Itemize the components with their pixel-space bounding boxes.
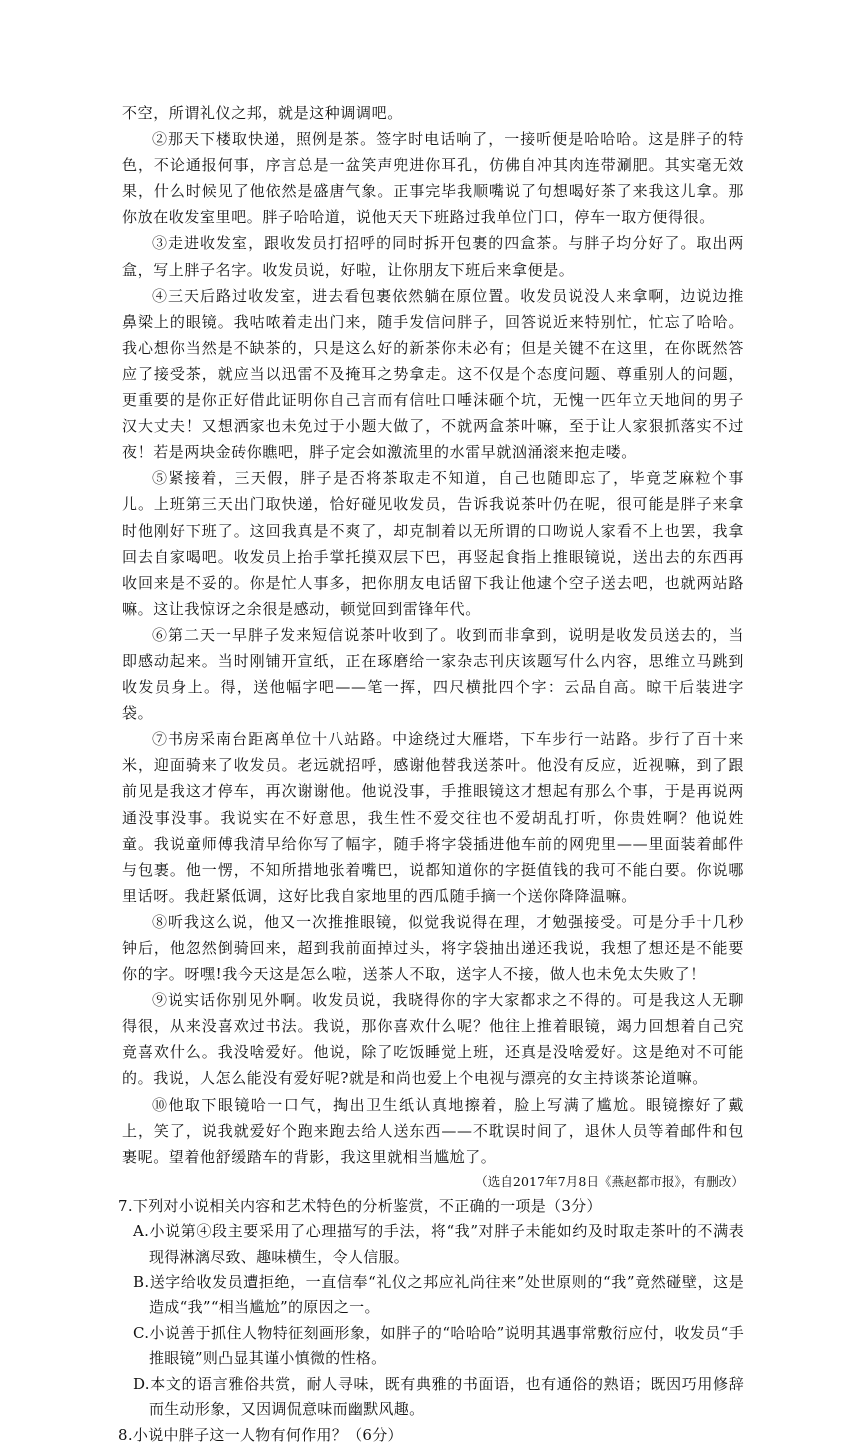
paragraph-7: ⑦书房采南台距离单位十八站路。中途绕过大雁塔，下车步行一站路。步行了百十来米，迎面骑来了收发员。老远就招呼，感谢他替我送茶叶。他没有反应，近视嘛，到了跟前见是我这才停车，再次谢谢他。他说没事，手推眼镜这才想起有那么个事，于是再说两通没事没事。我说实在不好意思，我生性不爱交往也不爱胡乱打听，你贵姓啊？他说姓童。我说童师傅我清早给你写了幅字，随手将字袋插进他车前的网兜里——里面装着邮件与包裹。他一愣，不知所措地张着嘴巴，说都知道你的字挺值钱的我可不能白要。你说哪里话呀。我赶紧低调，这好比我自家地里的西瓜随手摘一个送你降降温嘛。 (122, 730, 744, 905)
question-7-option-a: A.小说第④段主要采用了心理描写的手法，将“我”对胖子未能如约及时取走茶叶的不满表现得淋漓尽致、趣味横生，令人信服。 (133, 1222, 744, 1266)
paragraph-2: ②那天下楼取快递，照例是茶。签字时电话响了，一接听便是哈哈哈。这是胖子的特色，不论通报何事，序言总是一盆笑声兜进你耳孔，仿佛自冲其肉连带涮肥。其实毫无效果，什么时候见了他依然是盛唐气象。正事完毕我顺嘴说了句想喝好茶了来我这儿拿。那你放在收发室里吧。胖子哈哈道，说他天天下班路过我单位门口，停车一取方便得很。 (122, 130, 744, 227)
question-7 (118, 1194, 744, 1423)
question-7-option-c: C.小说善于抓住人物特征刻画形象，如胖子的“哈哈哈”说明其遇事常敷衍应付，收发员“手推眼镜”则凸显其谨小慎微的性格。 (133, 1323, 744, 1368)
question-8-stem: 8.小说中胖子这一人物有何作用？（6分） (118, 1425, 403, 1444)
question-7-stem: 7.下列对小说相关内容和艺术特色的分析鉴赏，不正确的一项是（3分） (118, 1196, 602, 1215)
paragraph-10: ⑩他取下眼镜哈一口气，掏出卫生纸认真地擦着，脸上写满了尴尬。眼镜擦好了戴上，笑了，说我就爱好个跑来跑去给人送东西——不耽误时间了，退休人员等着邮件和包裹呢。望着他舒缓踏车的背影，我这里就相当尴尬了。 (122, 1095, 744, 1166)
paragraph-6: ⑥第二天一早胖子发来短信说茶叶收到了。收到而非拿到，说明是收发员送去的，当即感动起来。当时刚铺开宣纸，正在琢磨给一家杂志刊庆该题写什么内容，思维立马跳到收发员身上。得，送他幅字吧——笔一挥，四尺横批四个字：云品自高。晾干后装进字袋。 (122, 625, 744, 723)
passage-text (118, 100, 744, 1448)
question-7-option-d: D.本文的语言雅俗共赏，耐人寻味，既有典雅的书面语，也有通俗的熟语；既因巧用修辞而生动形象，又因调侃意味而幽默风趣。 (133, 1374, 744, 1419)
paragraph-8: ⑧听我这么说，他又一次推推眼镜，似觉我说得在理，才勉强接受。可是分手十几秒钟后，他忽然倒骑回来，超到我前面掉过头，将字袋抽出递还我说，我想了想还是不能要你的字。呀嘿!我今天这是怎么啦，送茶人不取，送字人不接，做人也未免太失败了！ (122, 912, 744, 984)
paragraph-4: ④三天后路过收发室，进去看包裹依然躺在原位置。收发员说没人来拿啊，边说边推鼻梁上的眼镜。我咕哝着走出门来，随手发信问胖子，回答说近来特别忙，忙忘了哈哈。我心想你当然是不缺茶的，只是这么好的新茶你未必有；但是关键不在这里，在你既然答应了接受茶，就应当以迅雷不及掩耳之势拿走。这不仅是个态度问题、尊重别人的问题，更重要的是你正好借此证明你自己言而有信吐口唾沫砸个坑，无愧一匹年立天地间的男子汉大丈夫！又想洒家也未免过于小题大做了，不就两盒茶叶嘛，至于让人家狠抓落实不过夜！若是两块金砖你瞧吧，胖子定会如激流里的水雷早就汹涌滚来抱走喽。 (122, 286, 744, 462)
paragraph-3: ③走进收发室，跟收发员打招呼的同时拆开包裹的四盒茶。与胖子均分好了。取出两盒，写上胖子名字。收发员说，好啦，让你朋友下班后来拿便是。 (122, 234, 744, 279)
question-8 (118, 1423, 744, 1448)
paragraph-continuation: 不空，所谓礼仪之邦，就是这种调调吧。 (122, 104, 403, 122)
question-7-option-b: B.送字给收发员遭拒绝，一直信奉“礼仪之邦应礼尚往来”处世原则的“我”竟然碰壁，这是造成“我”“相当尴尬”的原因之一。 (133, 1273, 744, 1317)
paragraph-5: ⑤紧接着，三天假，胖子是否将茶取走不知道，自己也随即忘了，毕竟芝麻粒个事儿。上班第三天出门取快递，恰好碰见收发员，告诉我说茶叶仍在呢，很可能是胖子来拿时他刚好下班了。这回我真是不爽了，却克制着以无所谓的口吻说人家看不上也罢，我拿回去自家喝吧。收发员上抬手掌托摸双层下巴，再竖起食指上推眼镜说，送出去的东西再收回来是不妥的。你是忙人事多，把你朋友电话留下我让他逮个空子送去吧，也就两站路嘛。这让我惊讶之余很是感动，顿觉回到雷锋年代。 (122, 469, 744, 618)
paragraph-9: ⑨说实话你别见外啊。收发员说，我晓得你的字大家都求之不得的。可是我这人无聊得很，从来没喜欢过书法。我说，那你喜欢什么呢？他往上推着眼镜，竭力回想着自己究竟喜欢什么。我没啥爱好。他说，除了吃饭睡觉上班，还真是没啥爱好。这是绝对不可能的。我说，人怎么能没有爱好呢?就是和尚也爱上个电视与漂亮的女主持谈茶论道嘛。 (122, 991, 744, 1088)
source-citation: （选自2017年7月8日《燕赵都市报》，有删改） (475, 1173, 744, 1189)
